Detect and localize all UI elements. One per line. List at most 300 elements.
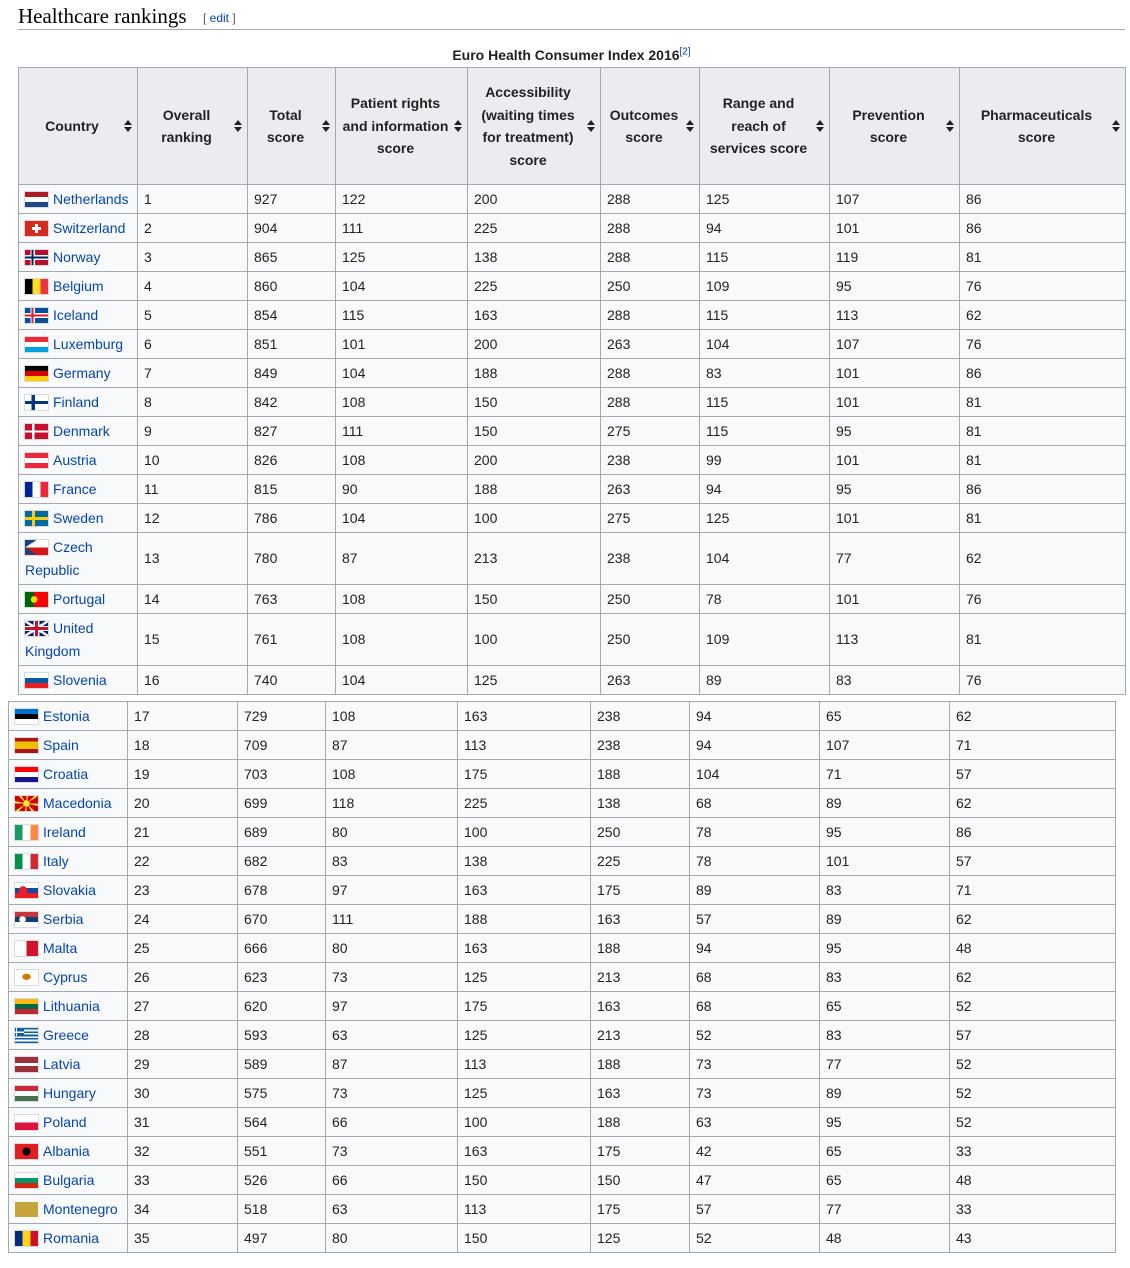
estonia-flag-icon xyxy=(15,709,38,724)
total-score-cell: 689 xyxy=(238,818,326,847)
country-link-belgium[interactable]: Belgium xyxy=(53,278,104,294)
accessibility-cell: 150 xyxy=(468,417,601,446)
pharmaceuticals-cell: 62 xyxy=(950,905,1116,934)
country-cell xyxy=(19,388,138,417)
country-link-poland[interactable]: Poland xyxy=(43,1114,87,1130)
country-link-austria[interactable]: Austria xyxy=(53,452,97,468)
country-link-luxemburg[interactable]: Luxemburg xyxy=(53,336,124,352)
overall-ranking-cell: 17 xyxy=(128,702,238,731)
accessibility-cell: 125 xyxy=(458,1021,591,1050)
country-link-hungary[interactable]: Hungary xyxy=(43,1085,96,1101)
total-score-cell: 564 xyxy=(238,1108,326,1137)
table-row-cyprus xyxy=(9,963,1116,992)
prevention-cell: 119 xyxy=(830,243,960,272)
accessibility-cell: 200 xyxy=(468,446,601,475)
outcomes-cell: 188 xyxy=(591,1050,690,1079)
norway-flag-icon xyxy=(25,250,48,265)
country-cell xyxy=(19,301,138,330)
range-reach-cell: 89 xyxy=(690,876,820,905)
range-reach-cell: 99 xyxy=(700,446,830,475)
header-pharmaceuticals[interactable] xyxy=(960,68,1126,185)
table-row-lithuania xyxy=(9,992,1116,1021)
accessibility-cell: 100 xyxy=(458,1108,591,1137)
pharmaceuticals-cell: 81 xyxy=(960,504,1126,533)
outcomes-cell: 263 xyxy=(601,475,700,504)
country-cell xyxy=(9,905,128,934)
accessibility-cell: 150 xyxy=(468,585,601,614)
country-link-france[interactable]: France xyxy=(53,481,97,497)
poland-flag-icon xyxy=(15,1115,38,1130)
edit-link[interactable]: edit xyxy=(209,11,230,25)
country-link-lithuania[interactable]: Lithuania xyxy=(43,998,100,1014)
table-row-luxemburg xyxy=(19,330,1126,359)
pharmaceuticals-cell: 62 xyxy=(950,702,1116,731)
range-reach-cell: 94 xyxy=(690,731,820,760)
italy-flag-icon xyxy=(15,854,38,869)
country-link-sweden[interactable]: Sweden xyxy=(53,510,104,526)
header-overall-ranking[interactable] xyxy=(138,68,248,185)
ireland-flag-icon xyxy=(15,825,38,840)
range-reach-cell: 68 xyxy=(690,789,820,818)
sort-icon[interactable] xyxy=(1112,119,1121,133)
range-reach-cell: 57 xyxy=(690,905,820,934)
accessibility-cell: 163 xyxy=(458,702,591,731)
overall-ranking-cell: 9 xyxy=(138,417,248,446)
sort-icon[interactable] xyxy=(946,119,955,133)
total-score-cell: 786 xyxy=(248,504,336,533)
pharmaceuticals-cell: 52 xyxy=(950,992,1116,1021)
country-link-albania[interactable]: Albania xyxy=(43,1143,90,1159)
pharmaceuticals-cell: 86 xyxy=(960,214,1126,243)
section-title: Healthcare rankings xyxy=(18,4,187,28)
country-cell xyxy=(19,504,138,533)
header-prevention[interactable] xyxy=(830,68,960,185)
country-link-montenegro[interactable]: Montenegro xyxy=(43,1201,118,1217)
pharmaceuticals-cell: 52 xyxy=(950,1108,1116,1137)
overall-ranking-cell: 14 xyxy=(138,585,248,614)
total-score-cell: 780 xyxy=(248,533,336,585)
range-reach-cell: 68 xyxy=(690,963,820,992)
accessibility-cell: 100 xyxy=(468,504,601,533)
total-score-cell: 703 xyxy=(238,760,326,789)
overall-ranking-cell: 25 xyxy=(128,934,238,963)
country-link-united-kingdom[interactable]: United Kingdom xyxy=(25,620,94,659)
outcomes-cell: 225 xyxy=(591,847,690,876)
overall-ranking-cell: 6 xyxy=(138,330,248,359)
range-reach-cell: 94 xyxy=(690,934,820,963)
country-link-denmark[interactable]: Denmark xyxy=(53,423,110,439)
country-link-estonia[interactable]: Estonia xyxy=(43,708,90,724)
country-link-malta[interactable]: Malta xyxy=(43,940,78,956)
pharmaceuticals-cell: 86 xyxy=(950,818,1116,847)
cyprus-flag-icon xyxy=(15,970,38,985)
pharmaceuticals-cell: 62 xyxy=(960,301,1126,330)
outcomes-cell: 238 xyxy=(591,731,690,760)
sort-icon[interactable] xyxy=(587,119,596,133)
pharmaceuticals-cell: 71 xyxy=(950,731,1116,760)
header-label: Prevention score xyxy=(852,106,925,145)
country-link-serbia[interactable]: Serbia xyxy=(43,911,84,927)
pharmaceuticals-cell: 76 xyxy=(960,666,1126,695)
table-row-iceland xyxy=(19,301,1126,330)
germany-flag-icon xyxy=(25,366,48,381)
range-reach-cell: 83 xyxy=(700,359,830,388)
table-row-malta xyxy=(9,934,1116,963)
patient-rights-cell: 73 xyxy=(326,1137,458,1166)
patient-rights-cell: 87 xyxy=(326,731,458,760)
accessibility-cell: 175 xyxy=(458,760,591,789)
portugal-flag-icon xyxy=(25,592,48,607)
pharmaceuticals-cell: 81 xyxy=(960,614,1126,666)
total-score-cell: 826 xyxy=(248,446,336,475)
country-cell xyxy=(19,272,138,301)
overall-ranking-cell: 20 xyxy=(128,789,238,818)
outcomes-cell: 250 xyxy=(601,585,700,614)
range-reach-cell: 115 xyxy=(700,301,830,330)
accessibility-cell: 188 xyxy=(458,905,591,934)
table-row-czech-republic xyxy=(19,533,1126,585)
country-cell xyxy=(9,1137,128,1166)
overall-ranking-cell: 13 xyxy=(138,533,248,585)
total-score-cell: 526 xyxy=(238,1166,326,1195)
table-row-france xyxy=(19,475,1126,504)
range-reach-cell: 104 xyxy=(700,330,830,359)
country-cell xyxy=(9,1195,128,1224)
header-outcomes[interactable] xyxy=(601,68,700,185)
header-country[interactable] xyxy=(19,68,138,185)
overall-ranking-cell: 5 xyxy=(138,301,248,330)
country-cell xyxy=(9,992,128,1021)
outcomes-cell: 175 xyxy=(591,1137,690,1166)
accessibility-cell: 163 xyxy=(458,876,591,905)
pharmaceuticals-cell: 81 xyxy=(960,446,1126,475)
prevention-cell: 95 xyxy=(830,417,960,446)
country-cell xyxy=(9,1224,128,1253)
slovenia-flag-icon xyxy=(25,673,48,688)
country-link-cyprus[interactable]: Cyprus xyxy=(43,969,88,985)
patient-rights-cell: 66 xyxy=(326,1108,458,1137)
country-link-greece[interactable]: Greece xyxy=(43,1027,89,1043)
country-link-macedonia[interactable]: Macedonia xyxy=(43,795,112,811)
patient-rights-cell: 73 xyxy=(326,963,458,992)
country-cell xyxy=(9,1108,128,1137)
accessibility-cell: 138 xyxy=(458,847,591,876)
patient-rights-cell: 80 xyxy=(326,818,458,847)
section-heading xyxy=(18,4,1125,30)
header-label: Accessibility (waiting times for treatment) score xyxy=(481,84,575,168)
patient-rights-cell: 104 xyxy=(336,359,468,388)
country-link-netherlands[interactable]: Netherlands xyxy=(53,191,129,207)
sort-icon[interactable] xyxy=(322,119,331,133)
country-cell xyxy=(9,731,128,760)
prevention-cell: 65 xyxy=(820,992,950,1021)
pharmaceuticals-cell: 62 xyxy=(950,789,1116,818)
accessibility-cell: 188 xyxy=(468,475,601,504)
total-score-cell: 670 xyxy=(238,905,326,934)
table-row-latvia xyxy=(9,1050,1116,1079)
country-link-ireland[interactable]: Ireland xyxy=(43,824,86,840)
patient-rights-cell: 108 xyxy=(326,760,458,789)
country-link-bulgaria[interactable]: Bulgaria xyxy=(43,1172,95,1188)
range-reach-cell: 115 xyxy=(700,417,830,446)
prevention-cell: 101 xyxy=(830,446,960,475)
total-score-cell: 620 xyxy=(238,992,326,1021)
prevention-cell: 83 xyxy=(820,963,950,992)
prevention-cell: 89 xyxy=(820,905,950,934)
total-score-cell: 854 xyxy=(248,301,336,330)
header-label: Patient rights and information score xyxy=(342,95,449,157)
luxembourg-flag-icon xyxy=(25,337,48,352)
table-row-portugal xyxy=(19,585,1126,614)
sort-icon[interactable] xyxy=(686,119,695,133)
outcomes-cell: 125 xyxy=(591,1224,690,1253)
country-cell xyxy=(9,934,128,963)
overall-ranking-cell: 21 xyxy=(128,818,238,847)
header-total-score[interactable] xyxy=(248,68,336,185)
pharmaceuticals-cell: 76 xyxy=(960,330,1126,359)
prevention-cell: 83 xyxy=(820,876,950,905)
country-link-iceland[interactable]: Iceland xyxy=(53,307,99,323)
malta-flag-icon xyxy=(15,941,38,956)
prevention-cell: 107 xyxy=(830,330,960,359)
table-row-croatia xyxy=(9,760,1116,789)
prevention-cell: 95 xyxy=(830,272,960,301)
total-score-cell: 709 xyxy=(238,731,326,760)
outcomes-cell: 288 xyxy=(601,214,700,243)
country-cell xyxy=(9,760,128,789)
table-row-italy xyxy=(9,847,1116,876)
header-range-reach[interactable] xyxy=(700,68,830,185)
edit-bracket-close: ] xyxy=(232,11,236,25)
accessibility-cell: 163 xyxy=(468,301,601,330)
country-cell xyxy=(9,1050,128,1079)
prevention-cell: 113 xyxy=(830,614,960,666)
range-reach-cell: 42 xyxy=(690,1137,820,1166)
patient-rights-cell: 97 xyxy=(326,876,458,905)
prevention-cell: 65 xyxy=(820,1137,950,1166)
prevention-cell: 101 xyxy=(830,504,960,533)
france-flag-icon xyxy=(25,482,48,497)
outcomes-cell: 263 xyxy=(601,666,700,695)
pharmaceuticals-cell: 52 xyxy=(950,1079,1116,1108)
table-row-albania xyxy=(9,1137,1116,1166)
table-row-netherlands xyxy=(19,185,1126,214)
patient-rights-cell: 115 xyxy=(336,301,468,330)
austria-flag-icon xyxy=(25,453,48,468)
country-link-portugal[interactable]: Portugal xyxy=(53,591,106,607)
table-row-sweden xyxy=(19,504,1126,533)
accessibility-cell: 113 xyxy=(458,1195,591,1224)
patient-rights-cell: 83 xyxy=(326,847,458,876)
overall-ranking-cell: 23 xyxy=(128,876,238,905)
accessibility-cell: 100 xyxy=(468,614,601,666)
patient-rights-cell: 87 xyxy=(326,1050,458,1079)
accessibility-cell: 225 xyxy=(468,214,601,243)
country-link-italy[interactable]: Italy xyxy=(43,853,69,869)
country-link-latvia[interactable]: Latvia xyxy=(43,1056,81,1072)
range-reach-cell: 52 xyxy=(690,1021,820,1050)
prevention-cell: 95 xyxy=(820,1108,950,1137)
pharmaceuticals-cell: 43 xyxy=(950,1224,1116,1253)
overall-ranking-cell: 29 xyxy=(128,1050,238,1079)
patient-rights-cell: 104 xyxy=(336,504,468,533)
outcomes-cell: 250 xyxy=(591,818,690,847)
prevention-cell: 48 xyxy=(820,1224,950,1253)
overall-ranking-cell: 16 xyxy=(138,666,248,695)
country-link-spain[interactable]: Spain xyxy=(43,737,79,753)
caption-reference-link[interactable]: [2] xyxy=(679,46,691,58)
sort-icon[interactable] xyxy=(454,119,463,133)
prevention-cell: 113 xyxy=(830,301,960,330)
pharmaceuticals-cell: 52 xyxy=(950,1050,1116,1079)
patient-rights-cell: 97 xyxy=(326,992,458,1021)
country-link-norway[interactable]: Norway xyxy=(53,249,101,265)
country-cell xyxy=(19,585,138,614)
country-cell xyxy=(19,446,138,475)
range-reach-cell: 47 xyxy=(690,1166,820,1195)
pharmaceuticals-cell: 48 xyxy=(950,934,1116,963)
range-reach-cell: 94 xyxy=(700,214,830,243)
country-cell xyxy=(9,876,128,905)
total-score-cell: 666 xyxy=(238,934,326,963)
pharmaceuticals-cell: 81 xyxy=(960,388,1126,417)
outcomes-cell: 163 xyxy=(591,1079,690,1108)
ranking-table xyxy=(18,67,1126,695)
prevention-cell: 71 xyxy=(820,760,950,789)
overall-ranking-cell: 34 xyxy=(128,1195,238,1224)
pharmaceuticals-cell: 57 xyxy=(950,1021,1116,1050)
montenegro-flag-icon xyxy=(15,1202,38,1217)
country-cell xyxy=(9,702,128,731)
table-row-estonia xyxy=(9,702,1116,731)
sort-icon[interactable] xyxy=(816,119,825,133)
accessibility-cell: 125 xyxy=(458,963,591,992)
prevention-cell: 77 xyxy=(820,1050,950,1079)
patient-rights-cell: 90 xyxy=(336,475,468,504)
table-row-serbia xyxy=(9,905,1116,934)
table-row-macedonia xyxy=(9,789,1116,818)
outcomes-cell: 288 xyxy=(601,185,700,214)
patient-rights-cell: 111 xyxy=(326,905,458,934)
range-reach-cell: 115 xyxy=(700,243,830,272)
total-score-cell: 827 xyxy=(248,417,336,446)
patient-rights-cell: 104 xyxy=(336,272,468,301)
patient-rights-cell: 108 xyxy=(336,614,468,666)
edit-bracket-open: [ xyxy=(202,11,207,25)
outcomes-cell: 188 xyxy=(591,934,690,963)
total-score-cell: 575 xyxy=(238,1079,326,1108)
patient-rights-cell: 104 xyxy=(336,666,468,695)
range-reach-cell: 94 xyxy=(690,702,820,731)
belgium-flag-icon xyxy=(25,279,48,294)
spain-flag-icon xyxy=(15,738,38,753)
total-score-cell: 518 xyxy=(238,1195,326,1224)
prevention-cell: 107 xyxy=(830,185,960,214)
total-score-cell: 815 xyxy=(248,475,336,504)
header-label: Outcomes score xyxy=(609,106,679,145)
country-cell xyxy=(19,185,138,214)
header-patient-rights[interactable] xyxy=(336,68,468,185)
total-score-cell: 682 xyxy=(238,847,326,876)
country-link-czech-republic[interactable]: Czech Republic xyxy=(25,539,93,578)
country-cell xyxy=(9,818,128,847)
pharmaceuticals-cell: 76 xyxy=(960,272,1126,301)
country-link-slovakia[interactable]: Slovakia xyxy=(43,882,96,898)
accessibility-cell: 188 xyxy=(468,359,601,388)
outcomes-cell: 288 xyxy=(601,359,700,388)
range-reach-cell: 52 xyxy=(690,1224,820,1253)
country-link-germany[interactable]: Germany xyxy=(53,365,111,381)
table-row-slovakia xyxy=(9,876,1116,905)
outcomes-cell: 238 xyxy=(591,702,690,731)
table-row-denmark xyxy=(19,417,1126,446)
patient-rights-cell: 66 xyxy=(326,1166,458,1195)
country-link-croatia[interactable]: Croatia xyxy=(43,766,89,782)
outcomes-cell: 150 xyxy=(591,1166,690,1195)
pharmaceuticals-cell: 57 xyxy=(950,760,1116,789)
latvia-flag-icon xyxy=(15,1057,38,1072)
caption-text: Euro Health Consumer Index 2016 xyxy=(452,47,680,63)
country-cell xyxy=(9,1021,128,1050)
patient-rights-cell: 125 xyxy=(336,243,468,272)
range-reach-cell: 115 xyxy=(700,388,830,417)
outcomes-cell: 250 xyxy=(601,272,700,301)
header-accessibility[interactable] xyxy=(468,68,601,185)
range-reach-cell: 73 xyxy=(690,1079,820,1108)
accessibility-cell: 163 xyxy=(458,1137,591,1166)
total-score-cell: 623 xyxy=(238,963,326,992)
total-score-cell: 589 xyxy=(238,1050,326,1079)
header-label: Total score xyxy=(266,106,305,145)
country-link-switzerland[interactable]: Switzerland xyxy=(53,220,126,236)
patient-rights-cell: 87 xyxy=(336,533,468,585)
range-reach-cell: 104 xyxy=(690,760,820,789)
range-reach-cell: 78 xyxy=(690,818,820,847)
country-link-finland[interactable]: Finland xyxy=(53,394,99,410)
country-cell xyxy=(19,417,138,446)
outcomes-cell: 213 xyxy=(591,963,690,992)
range-reach-cell: 78 xyxy=(700,585,830,614)
total-score-cell: 551 xyxy=(238,1137,326,1166)
iceland-flag-icon xyxy=(25,308,48,323)
accessibility-cell: 138 xyxy=(468,243,601,272)
overall-ranking-cell: 30 xyxy=(128,1079,238,1108)
accessibility-cell: 150 xyxy=(458,1166,591,1195)
total-score-cell: 593 xyxy=(238,1021,326,1050)
header-label: Range and reach of services score xyxy=(709,95,808,157)
table-row-austria xyxy=(19,446,1126,475)
sort-icon[interactable] xyxy=(124,119,133,133)
table-row-greece xyxy=(9,1021,1116,1050)
denmark-flag-icon xyxy=(25,424,48,439)
overall-ranking-cell: 3 xyxy=(138,243,248,272)
range-reach-cell: 125 xyxy=(700,504,830,533)
outcomes-cell: 213 xyxy=(591,1021,690,1050)
range-reach-cell: 63 xyxy=(690,1108,820,1137)
table-row-slovenia xyxy=(19,666,1126,695)
country-link-slovenia[interactable]: Slovenia xyxy=(53,672,107,688)
edit-section xyxy=(203,4,236,32)
prevention-cell: 101 xyxy=(830,359,960,388)
sort-icon[interactable] xyxy=(234,119,243,133)
netherlands-flag-icon xyxy=(25,192,48,207)
accessibility-cell: 225 xyxy=(458,789,591,818)
accessibility-cell: 225 xyxy=(468,272,601,301)
country-link-romania[interactable]: Romania xyxy=(43,1230,100,1246)
patient-rights-cell: 111 xyxy=(336,214,468,243)
finland-flag-icon xyxy=(25,395,48,410)
country-cell xyxy=(19,533,138,585)
